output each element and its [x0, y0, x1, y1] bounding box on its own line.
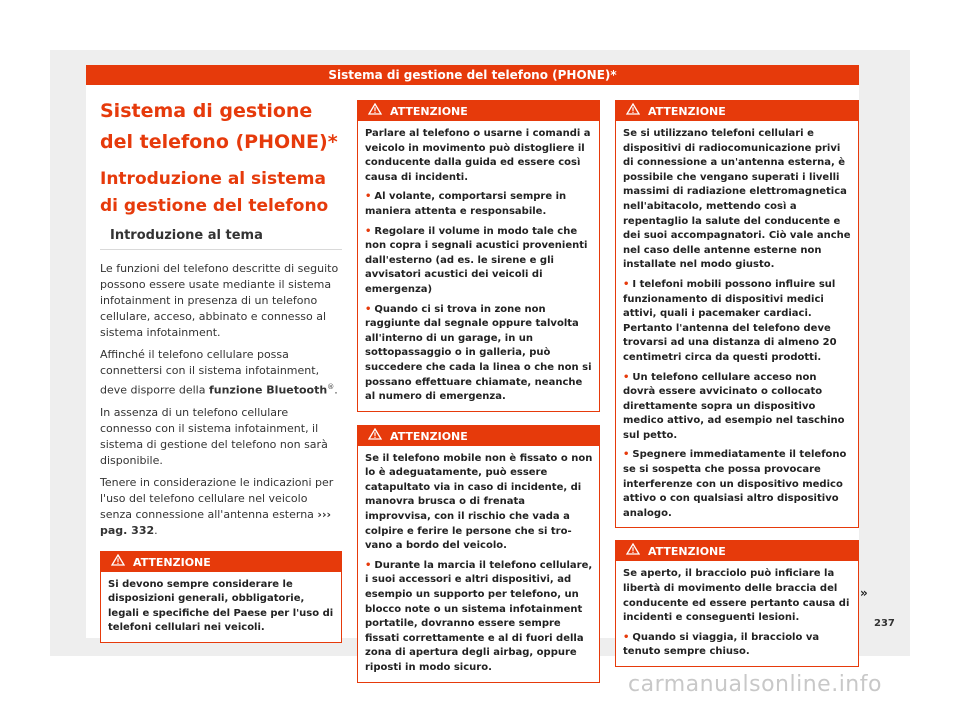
bullet-icon: • — [623, 449, 630, 461]
warning-header — [616, 541, 858, 561]
warning-box — [357, 100, 600, 412]
warning-header — [358, 426, 599, 446]
warning-bullet — [623, 631, 852, 660]
bullet-text: Spegnere immediatamente il telefono se si sospetta che possa provocare interferenze con un dispositivo medico attivo o con qualsiasi altro dispositivo analogo. — [623, 449, 847, 519]
warning-triangle-icon — [111, 552, 127, 572]
warning-triangle-icon — [626, 541, 642, 561]
warning-bullet — [623, 371, 852, 444]
page-number: 237 — [874, 618, 895, 629]
warning-text: Si devono sempre considerare le disposizioni generali, obbligatorie, legali e specifiche del Paese per l'uso di telefoni cellulari nei veicoli. — [108, 578, 334, 634]
warning-text: Se si utilizzano telefoni cellulari e dispositivi di radiocomunicazione privi di connessione a un'antenna esterna, è possibile che vengano superati i livelli massimi di radiazione elettromagnetica nell'abitacolo, mettendo così a repentaglio la salute del conducente e dei suoi accompagnatori. Ciò vale anche nel caso delle antenne esterne non installate nel modo giusto. — [623, 128, 851, 271]
warning-triangle-icon — [368, 426, 384, 446]
continue-arrow-icon: » — [860, 586, 868, 600]
warning-label: ATTENZIONE — [133, 555, 211, 569]
topic-heading: Introduzione al tema — [100, 228, 342, 250]
warning-bullet — [623, 448, 852, 521]
warning-bullet — [365, 225, 593, 298]
paragraph — [100, 475, 342, 539]
warning-bullet — [365, 303, 593, 405]
warning-box — [615, 100, 859, 528]
page-reference-link[interactable]: ››› pag. 332 — [100, 507, 332, 537]
warning-body — [616, 561, 858, 666]
bullet-icon: • — [365, 191, 372, 203]
warning-box — [100, 551, 342, 643]
paragraph-text: . — [334, 383, 338, 397]
warning-label: ATTENZIONE — [648, 545, 726, 559]
bullet-icon: • — [623, 631, 630, 643]
warning-body — [101, 572, 341, 642]
column-right — [615, 100, 859, 667]
warning-header — [358, 101, 599, 121]
warning-box — [357, 425, 600, 683]
bullet-icon: • — [365, 559, 372, 571]
warning-body — [358, 121, 599, 411]
paragraph — [100, 347, 342, 399]
bullet-text: Al volante, comportarsi sempre in maniera attenta e responsabile. — [365, 191, 567, 217]
warning-label: ATTENZIONE — [390, 429, 468, 443]
bluetooth-term: funzione Bluetooth — [208, 383, 328, 397]
bullet-text: Un telefono cellulare acceso non dovrà essere avvicinato o collocato direttamente sopra un dispositivo medico attivo, ad esempio nel taschino sul petto. — [623, 371, 845, 441]
warning-triangle-icon — [626, 101, 642, 121]
warning-bullet — [365, 559, 593, 676]
registered-mark: ® — [327, 383, 335, 391]
bullet-icon: • — [365, 225, 372, 237]
bullet-text: Quando si viaggia, il bracciolo va tenuto sempre chiuso. — [623, 631, 820, 658]
bullet-text: I telefoni mobili possono influire sul funzionamento di dispositivi medici attivi, quali i pacemaker cardiaci. Pertanto l'antenna del telefono deve trovarsi ad una distanza di almeno 20 centimetri circa da questi prodotti. — [623, 278, 837, 363]
bullet-text: Durante la marcia il telefono cellulare, i suoi accessori e altri dispositivi, ad esempio un supporto per telefono, un blocco note o un sistema infotainment portatile, dovranno essere sempre fissati correttamente e al di fuori della zona di apertura degli airbag, oppure riposti in modo sicuro. — [365, 559, 593, 673]
warning-body — [616, 121, 858, 527]
paragraph-text: Affinché il telefono cellulare possa connettersi con il sistema infotainment, deve disporre della — [100, 348, 320, 397]
warning-bullet — [623, 278, 852, 366]
warning-box — [615, 540, 859, 667]
warning-text: Se aperto, il bracciolo può inficiare la libertà di movimento delle braccia del conducente ed essere pertanto causa di incidenti e conseguenti lesioni. — [623, 568, 850, 624]
bullet-icon: • — [365, 303, 372, 315]
bullet-text: Regolare il volume in modo tale che non copra i segnali acustici provenienti dall'esterno (ad es. le sirene e gli avvisatori acustici dei veicoli di emergenza) — [365, 225, 588, 295]
warning-header — [616, 101, 858, 121]
warning-header — [101, 552, 341, 572]
warning-triangle-icon — [368, 101, 384, 121]
paragraph-text: . — [154, 523, 158, 537]
running-header: Sistema di gestione del telefono (PHONE)* — [86, 65, 859, 85]
column-middle — [357, 100, 600, 683]
chapter-title: Sistema di gestione del telefono (PHONE)* — [100, 100, 338, 153]
bullet-icon: • — [623, 371, 630, 383]
column-left — [100, 96, 342, 643]
bullet-icon: • — [623, 278, 630, 290]
warning-label: ATTENZIONE — [390, 105, 468, 118]
warning-label: ATTENZIONE — [648, 105, 726, 118]
warning-body — [358, 446, 599, 682]
section-heading: Introduzione al sistema di gestione del telefono — [100, 169, 329, 216]
warning-text: Parlare al telefono o usarne i comandi a veicolo in movimento può distogliere il conducente dalla guida ed essere così causa di incidenti. — [365, 128, 591, 183]
bullet-text: Quando ci si trova in zone non raggiunte dal segnale oppure talvolta all'interno di un garage, in un sottopassaggio o in galleria, può succedere che cada la linea o che non si possano effettuare chiamate, neanche al numero di emergenza. — [365, 303, 592, 403]
warning-bullet — [365, 190, 593, 219]
warning-text: Se il telefono mobile non è fissato o non lo è adeguatamente, può essere catapultato via in caso di incidente, di manovra brusca o di frenata improvvisa, con il rischio che vada a colpire e ferire le persone che si trovano a bordo del veicolo. — [365, 452, 593, 552]
paragraph: Le funzioni del telefono descritte di seguito possono essere usate mediante il sistema infotainment in presenza di un telefono cellulare, acceso, abbinato e connesso al sistema infotainment. — [100, 262, 339, 339]
paragraph-text: Tenere in considerazione le indicazioni per l'uso del telefono cellulare nel veicolo senza connessione all'antenna esterna — [100, 475, 334, 521]
paragraph: In assenza di un telefono cellulare connesso con il sistema infotainment, il sistema di gestione del telefono non sarà disponibile. — [100, 405, 328, 467]
watermark: carmanualsonline.info — [628, 672, 882, 697]
